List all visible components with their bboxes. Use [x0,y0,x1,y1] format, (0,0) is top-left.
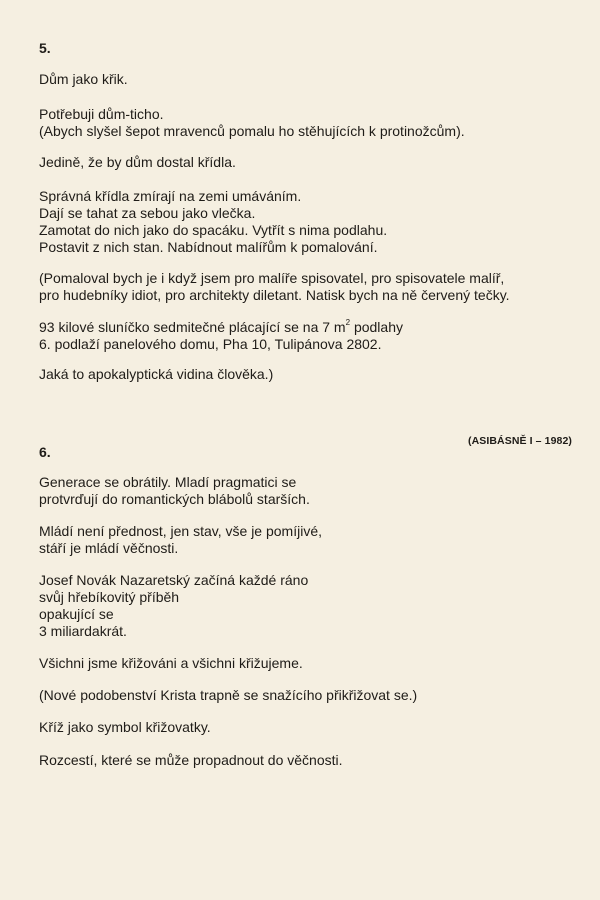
text-line [39,319,403,336]
text-line: stáří je mládí věčnosti. [39,540,179,556]
text-line-end: podlahy [350,319,403,335]
section-5-paragraph-7 [39,366,273,383]
text-line: (Nové podobenství Krista trapně se snažícího přikřižovat se.) [39,687,418,703]
section-6-paragraph-5 [39,687,417,704]
section-5-paragraph-1 [39,71,128,88]
section-5-paragraph-5 [39,270,510,304]
text-line: Mládí není přednost, jen stav, vše je pomíjivé, [39,523,322,539]
text-line: Dají se tahat za sebou jako vlečka. [39,205,256,221]
section-5-paragraph-6 [39,319,403,353]
text-line: protvrďují do romantických blábolů starších. [39,491,310,507]
section-6-paragraph-3 [39,572,308,640]
text-line-start: 93 kilové sluníčko sedmitečné plácající se na 7 m [39,319,346,335]
text-line: Josef Novák Nazaretský začíná každé ráno [39,572,309,588]
text-line: opakující se [39,606,114,622]
text-line: Potřebuji dům-ticho. [39,106,164,122]
text-line: svůj hřebíkovitý příběh [39,589,180,605]
text-line: (Pomaloval bych je i když jsem pro malíře spisovatel, pro spisovatele malíř, [39,270,505,286]
section-6-number: 6. [39,444,51,460]
section-6-paragraph-1 [39,474,310,508]
section-5-paragraph-3 [39,154,236,171]
text-line: Všichni jsme křižováni a všichni křižujeme. [39,655,303,671]
text-line: Zamotat do nich jako do spacáku. Vytřít s nima podlahu. [39,222,388,238]
section-5-paragraph-2 [39,106,465,140]
text-line: 6. podlaží panelového domu, Pha 10, Tulipánova 2802. [39,336,382,352]
section-6-paragraph-7 [39,752,343,769]
section-5-number: 5. [39,40,51,56]
section-6-paragraph-2 [39,523,322,557]
text-line: (Abych slyšel šepot mravenců pomalu ho stěhujících k protinožcům). [39,123,465,139]
text-line: Dům jako křik. [39,71,128,87]
text-line: Jedině, že by dům dostal křídla. [39,154,236,170]
section-6-paragraph-4 [39,655,303,672]
section-6-paragraph-6 [39,719,211,736]
superscript-2: 2 [345,318,351,328]
text-line: Kříž jako symbol křižovatky. [39,719,211,735]
source-note: (ASIBÁSNĚ I – 1982) [467,435,572,447]
section-5-paragraph-4 [39,188,387,256]
text-line: Rozcestí, které se může propadnout do věčnosti. [39,752,343,768]
text-line: Generace se obrátily. Mladí pragmatici se [39,474,297,490]
text-line: pro hudebníky idiot, pro architekty diletant. Natisk bych na ně červený tečky. [39,287,510,303]
text-line: 3 miliardakrát. [39,623,127,639]
text-line: Postavit z nich stan. Nabídnout malířům k pomalování. [39,239,378,255]
text-line: Správná křídla zmírají na zemi umáváním. [39,188,302,204]
text-line: Jaká to apokalyptická vidina člověka.) [39,366,274,382]
